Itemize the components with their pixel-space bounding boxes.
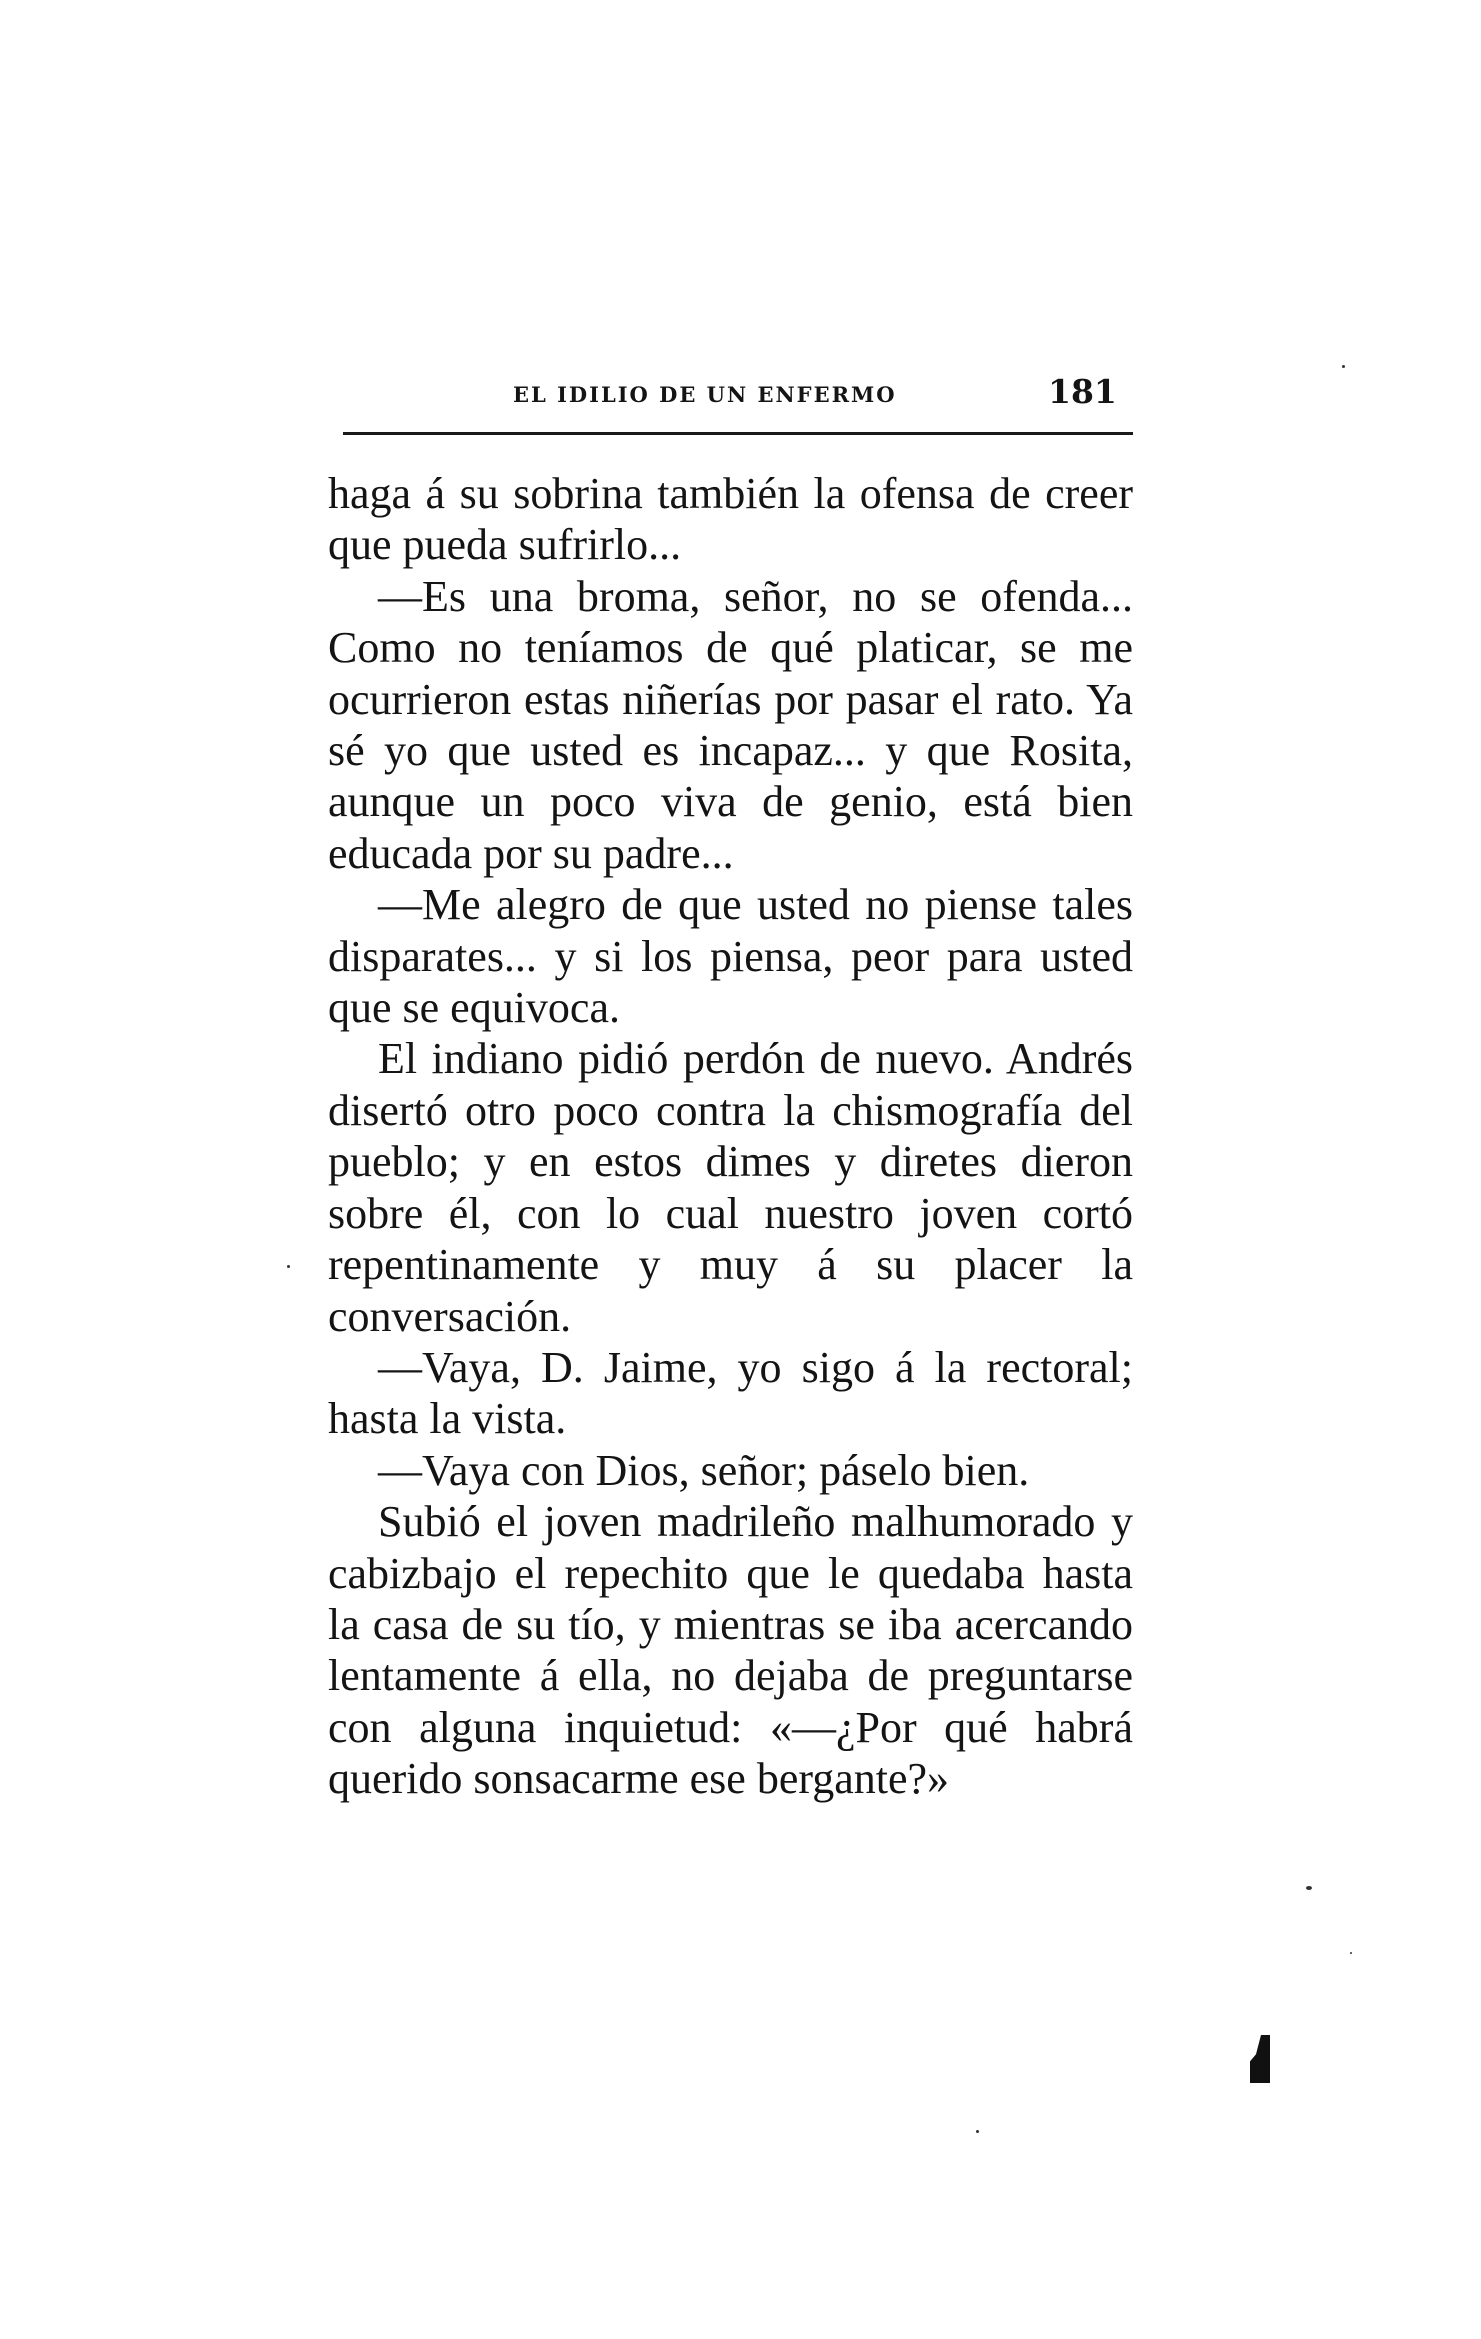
scan-speck (1306, 1886, 1312, 1890)
paragraph: —Vaya, D. Jaime, yo sigo á la rectoral; hasta la vista. (328, 1342, 1133, 1444)
paragraph: El indiano pidió perdón de nuevo. Andrés disertó otro poco contra la chismografía del pueblo; y en estos dimes y diretes dieron sobre él, con lo cual nuestro joven cortó repentinamente y muy á su placer la conversación. (328, 1034, 1133, 1341)
scan-speck (1342, 365, 1345, 368)
page-number: 181 (1048, 372, 1117, 411)
scan-speck (287, 1265, 290, 1268)
ink-mark (1250, 2035, 1270, 2083)
running-title: EL IDILIO DE UN ENFERMO (513, 382, 897, 407)
paragraph: —Me alegro de que usted no piense tales disparates... y si los piensa, peor para usted que se equivoca. (328, 880, 1133, 1033)
body-text (328, 468, 1133, 1805)
scan-speck (1350, 1952, 1352, 1954)
paragraph: —Vaya con Dios, señor; páselo bien. (378, 1445, 1030, 1495)
running-head (343, 362, 1133, 412)
header-rule (343, 432, 1133, 435)
paragraph: haga á su sobrina también la ofensa de creer que pueda sufrirlo... (328, 469, 1133, 570)
scan-speck (976, 2130, 979, 2133)
paragraph: —Es una broma, señor, no se ofenda... Como no teníamos de qué platicar, se me ocurrieron estas niñerías por pasar el rato. Ya sé yo que usted es incapaz... y que Rosita, aunque un poco viva de genio, está bien educada por su padre... (328, 571, 1133, 878)
paragraph: Subió el joven madrileño malhumorado y cabizbajo el repechito que le quedaba hasta la casa de su tío, y mientras se iba acercando lentamente á ella, no dejaba de preguntarse con alguna inquietud: «—¿Por qué habrá querido sonsacarme ese bergante?» (328, 1497, 1133, 1804)
